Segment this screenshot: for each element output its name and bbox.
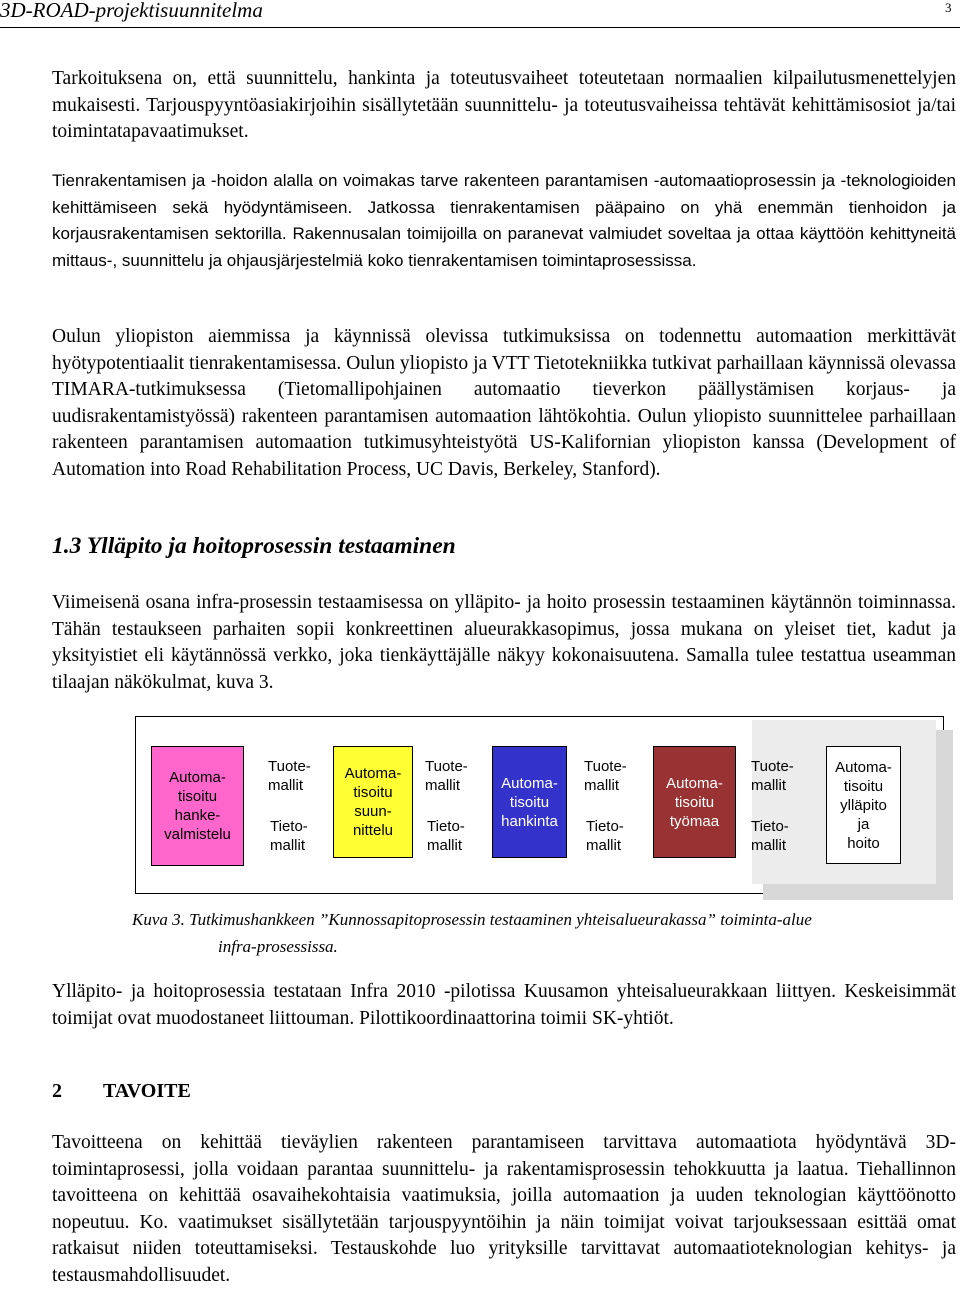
section-heading-1-3: 1.3 Ylläpito ja hoitoprosessin testaaminen <box>52 533 456 559</box>
process-box-hankinta: Automa- tisoitu hankinta <box>492 746 567 858</box>
document-header-title: 3D-ROAD-projektisuunnitelma <box>0 0 263 22</box>
figure-caption-text: Tutkimushankkeen ”Kunnossapitoprosessin testaaminen yhteisalueurakassa” toiminta-alue <box>189 910 812 929</box>
header-rule <box>0 27 960 28</box>
paragraph-goal: Tavoitteena on kehittää tieväylien rakenteen parantamiseen tarvittava automaatiota hyödyntävä 3D-toimintaprosessi, jolla voidaan parantaa suunnittelu- ja rakentamisprosessin tehokkuutta ja laatua. Tiehallinnon tavoitteena on kehittää osavaihekohtaisia vaatimuksia, joilla automaation ja uuden teknologian käyttöönotto nopeutuu. Ko. vaatimukset sisällytetään tarjouspyyntöihin ja näin toimijat voivat tarjouksessaan esittää omat ratkaisut niiden toteuttamiseksi. Testauskohde luo yrityksille tarvittavat automaatioteknologian kehitys- ja testausmahdollisuudet. <box>52 1132 956 1286</box>
section-heading-tavoite: TAVOITE <box>103 1080 191 1102</box>
information-models-label: Tieto- mallit <box>270 818 308 854</box>
information-models-label: Tieto- mallit <box>586 818 624 854</box>
information-models-label: Tieto- mallit <box>427 818 465 854</box>
product-models-label: Tuote- mallit <box>425 758 468 794</box>
section-number-2: 2 <box>52 1080 62 1102</box>
product-models-label: Tuote- mallit <box>268 758 311 794</box>
figure-caption <box>132 906 958 960</box>
process-box-yllapito: Automa- tisoitu ylläpito ja hoito <box>826 746 901 864</box>
paragraph-purpose: Tarkoituksena on, että suunnittelu, hankinta ja toteutusvaiheet toteutetaan normaalien kilpailutusmenettelyjen mukaisesti. Tarjouspyyntöasiakirjoihin sisällytetään suunnittelu- ja toteutusvaiheissa tehtävät kehittämisosiot ja/tai toimintatapavaatimukset. <box>52 68 956 142</box>
process-box-tyomaa: Automa- tisoitu työmaa <box>653 746 736 858</box>
page-number: 3 <box>945 0 952 15</box>
paragraph-need: Tienrakentamisen ja -hoidon alalla on voimakas tarve rakenteen parantamisen -automaatioprosessin ja -teknologioiden kehittämiseen sekä hyödyntämiseen. Jatkossa tienrakentamisen pääpaino on yhä enemmän tienhoidon ja korjausrakentamisen sektorilla. Rakennusalan toimijoilla on paranevat valmiudet soveltaa ja ottaa käyttöön kehittyneitä mittaus-, suunnittelu ja ohjausjärjestelmiä koko tienrakentamisen toimintaprosessissa. <box>52 171 956 270</box>
process-box-hankevalmistelu: Automa- tisoitu hanke- valmistelu <box>151 746 244 866</box>
paragraph-pilot: Ylläpito- ja hoitoprosessia testataan Infra 2010 -pilotissa Kuusamon yhteisalueurakkaan liittyen. Keskeisimmät toimijat ovat muodostaneet liittouman. Pilottikoordinaattorina toimii SK-yhtiöt. <box>52 981 956 1029</box>
product-models-label: Tuote- mallit <box>751 758 794 794</box>
figure-caption-label: Kuva 3. <box>132 910 185 929</box>
process-box-suunnittelu: Automa- tisoitu suun- nittelu <box>333 746 413 858</box>
paragraph-testing: Viimeisenä osana infra-prosessin testaamisessa on ylläpito- ja hoito prosessin testaaminen käytännön toiminnassa. Tähän testaukseen parhaiten sopii konkreettinen alueurakkasopimus, jossa mukana on yleiset tiet, kadut ja yksityistiet eli käytännössä verkko, joka tienkäyttäjälle näkyy kokonaisuutena. Samalla tulee testattua useamman tilaajan näkökulmat, kuva 3. <box>52 592 956 693</box>
figure-caption-text-continued: infra-prosessissa. <box>218 937 338 956</box>
information-models-label: Tieto- mallit <box>751 818 789 854</box>
paragraph-research: Oulun yliopiston aiemmissa ja käynnissä olevissa tutkimuksissa on todennettu automaation merkittävät hyötypotentiaalit tienrakentamisessa. Oulun yliopisto ja VTT Tietotekniikka tutkivat parhaillaan käynnissä olevassa TIMARA-tutkimuksessa (Tietomallipohjainen automaatio tieverkon päällystämisen korjaus- ja uudisrakentamistyössä) rakenteen parantamisen automaation lähtökohtia. Oulun yliopisto suunnittelee parhaillaan rakenteen parantamisen automaation tutkimusyhteistyötä US-Kalifornian yliopiston kanssa (Development of Automation into Road Rehabilitation Process, UC Davis, Berkeley, Stanford). <box>52 326 956 480</box>
product-models-label: Tuote- mallit <box>584 758 627 794</box>
